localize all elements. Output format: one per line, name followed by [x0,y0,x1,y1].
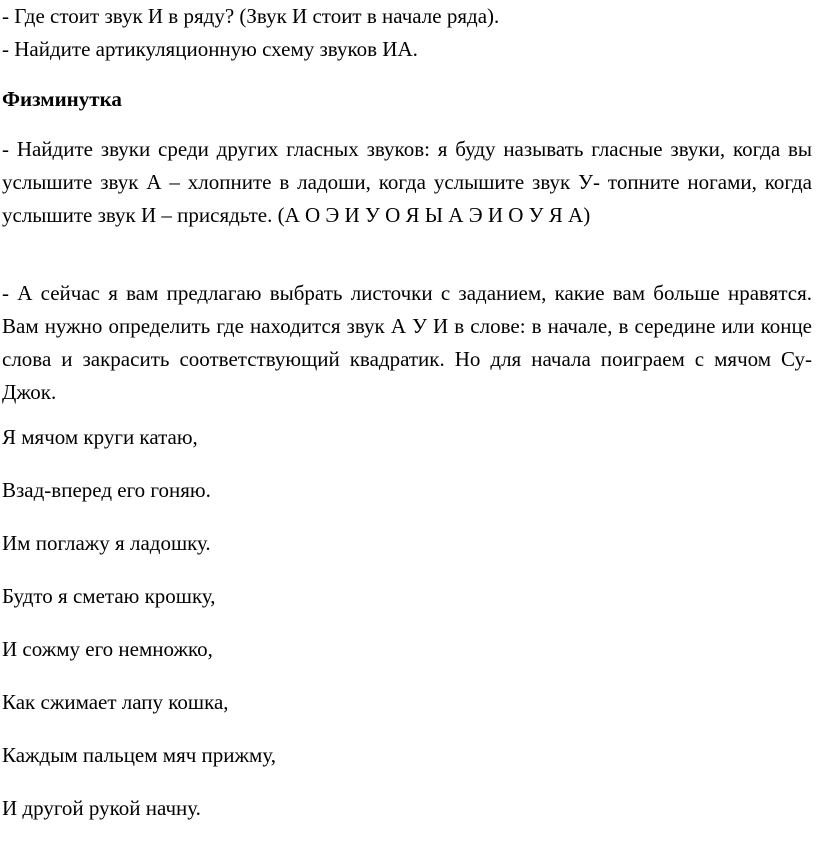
section-heading: Физминутка [2,87,122,111]
poem-line: Им поглажу я ладошку. [2,531,211,555]
poem-line: Каждым пальцем мяч прижму, [2,743,276,767]
poem-line: Я мячом круги катаю, [2,425,198,449]
intro-line-task: - Найдите артикуляционную схему звуков ИА. [2,37,418,61]
poem-line: Взад-вперед его гоняю. [2,478,211,502]
intro-lines [2,0,812,66]
poem-line: Как сжимает лапу кошка, [2,690,229,714]
poem-line: И сожму его немножко, [2,637,213,661]
paragraph-task-cards [2,277,812,409]
paragraph-task-cards-text: - А сейчас я вам предлагаю выбрать листочки с заданием, какие вам больше нравятся. Вам нужно определить где находится звук А У И в слове: в начале, в середине или конце слова и закрасить соответствующий квадратик. Но для начала поиграем с мячом Су-Джок. [2,281,812,404]
poem-line: Будто я сметаю крошку, [2,584,216,608]
paragraph-vowels-text: - Найдите звуки среди других гласных звуков: я буду называть гласные звуки, когда вы услышите звук А – хлопните в ладоши, когда услышите звук У- топните ногами, когда услышите звук И – присядьте. (А О Э И У О Я Ы А Э И О У Я А) [2,137,812,227]
poem [2,421,812,845]
intro-line-question: - Где стоит звук И в ряду? (Звук И стоит в начале ряда). [2,4,500,28]
poem-line: И другой рукой начну. [2,796,201,820]
paragraph-vowels [2,133,812,232]
